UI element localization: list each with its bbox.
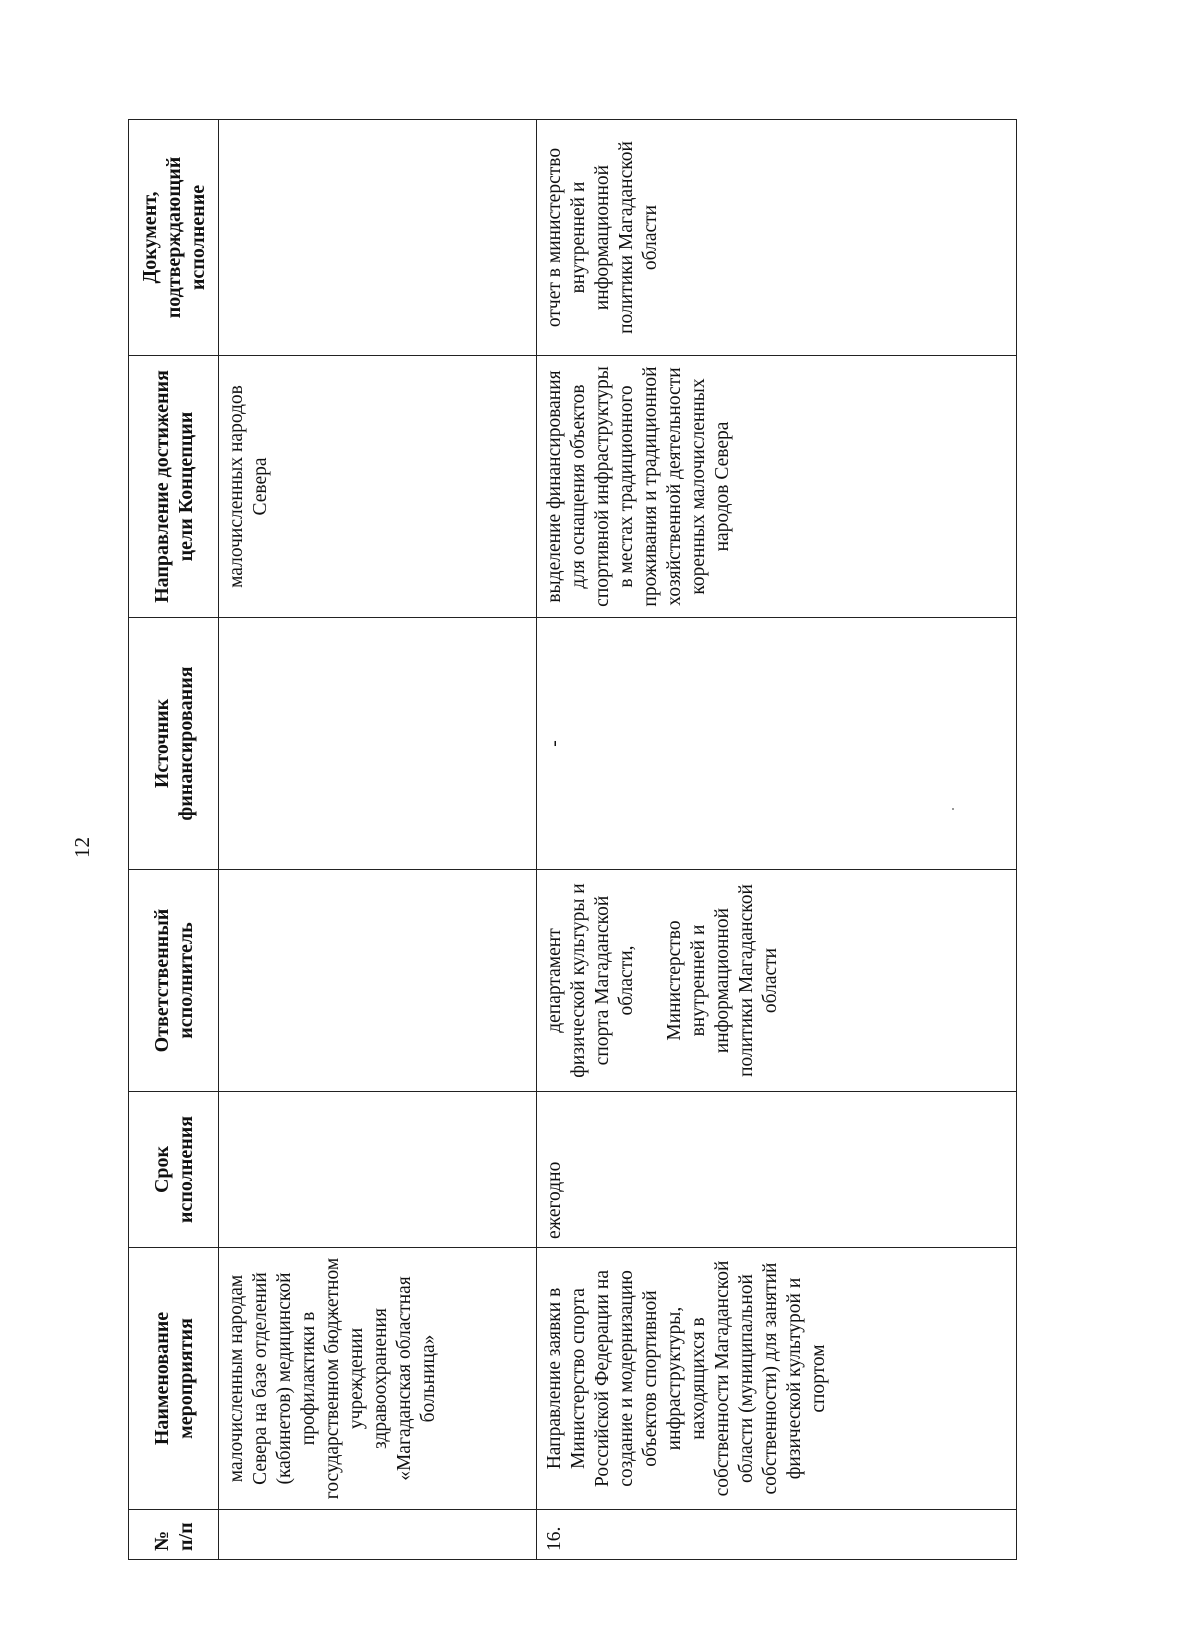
table-row [219,120,537,1560]
table-row [537,120,1017,1560]
cell-responsible: департамент физической культуры и спорта Магаданской области, Министерство внутренней и информационной политики Магаданской области [537,870,1017,1092]
cell-source: - [537,618,1017,870]
cell-direction: выделение финансирования для оснащения объектов спортивной инфраструктуры в местах традиционного проживания и традиционной хозяйственной деятельности коренных малочисленных народов Севера [537,356,1017,618]
header-document: Документ, подтверждающий исполнение [129,120,219,356]
header-name: Наименование мероприятия [129,1248,219,1510]
cell-term: ежегодно [537,1092,1017,1248]
cell-term [219,1092,537,1248]
header-direction: Направление достижения цели Концепции [129,356,219,618]
cell-direction: малочисленных народов Севера [219,356,537,618]
cell-document [219,120,537,356]
measures-table [128,119,1017,1560]
table-header-row [129,120,219,1560]
cell-source [219,618,537,870]
header-term: Срок исполнения [129,1092,219,1248]
cell-document: отчет в министерство внутренней и информационной политики Магаданской области [537,120,1017,356]
header-num: № п/п [129,1510,219,1560]
header-source: Источник финансирования [129,618,219,870]
cell-responsible [219,870,537,1092]
cell-name: малочисленным народам Севера на базе отделений (кабинетов) медицинской профилактики в государственном бюджетном учреждении здравоохранения «Магаданская областная больница» [219,1248,537,1510]
cell-num: 16. [537,1510,1017,1560]
page-number: 12 [70,837,94,858]
header-responsible: Ответственный исполнитель [129,870,219,1092]
rotated-table-container [128,120,1016,1560]
cell-name: Направление заявки в Министерство спорта Российской Федерации на создание и модернизацию объектов спортивной инфраструктуры, находящихся в собственности Магаданской области (муниципальной собственности) для занятий физической культурой и спортом [537,1248,1017,1510]
cell-num [219,1510,537,1560]
